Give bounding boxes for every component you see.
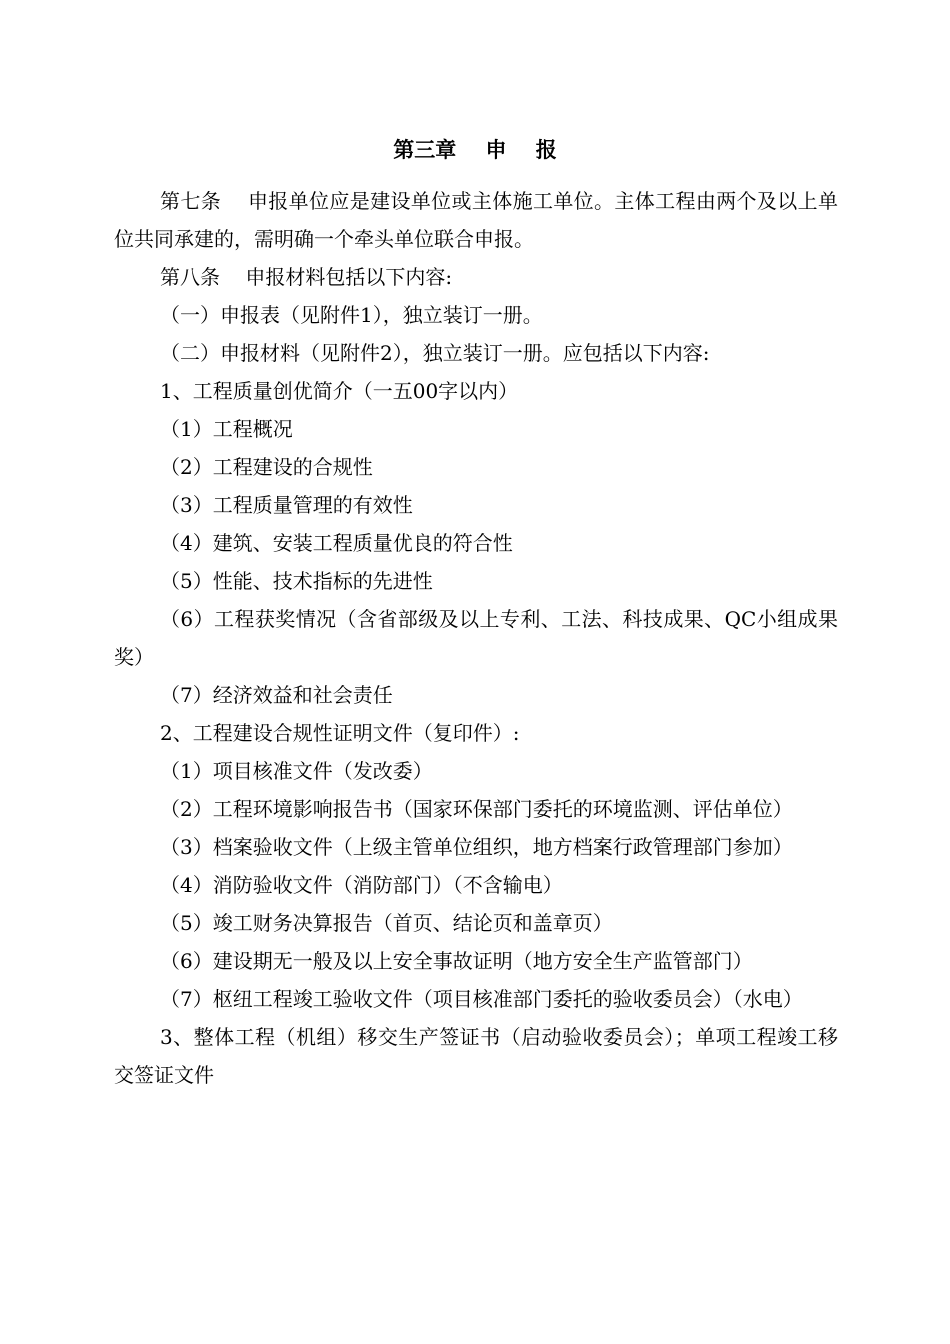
paragraph-item: （7）枢纽工程竣工验收文件（项目核准部门委托的验收委员会）（水电） — [160, 987, 803, 1011]
paragraph-article-7: 第七条 申报单位应是建设单位或主体施工单位。主体工程由两个及以上单位共同承建的，需明确一个牵头单位联合申报。 — [114, 189, 838, 251]
paragraph-item: （1）工程概况 — [160, 417, 293, 441]
paragraph-item: （1）项目核准文件（发改委） — [160, 759, 433, 783]
paragraph-item: （一）申报表（见附件1），独立装订一册。 — [160, 303, 543, 327]
paragraph-item: （4）消防验收文件（消防部门）（不含输电） — [160, 873, 563, 897]
paragraph-item: （5）竣工财务决算报告（首页、结论页和盖章页） — [160, 911, 613, 935]
paragraph-item: （2）工程环境影响报告书（国家环保部门委托的环境监测、评估单位） — [160, 797, 793, 821]
paragraph-item: （2）工程建设的合规性 — [160, 455, 373, 479]
paragraph-section-1: 1、工程质量创优简介（一五00字以内） — [160, 379, 519, 403]
paragraph-item: （5）性能、技术指标的先进性 — [160, 569, 433, 593]
document-body — [114, 182, 838, 1094]
paragraph-article-8: 第八条 申报材料包括以下内容: — [160, 265, 453, 289]
paragraph-item: （4）建筑、安装工程质量优良的符合性 — [160, 531, 513, 555]
paragraph-item: （3）档案验收文件（上级主管单位组织，地方档案行政管理部门参加） — [160, 835, 793, 859]
chapter-title: 第三章 申 报 — [393, 138, 557, 162]
paragraph-section-2: 2、工程建设合规性证明文件（复印件）: — [160, 721, 520, 745]
paragraph-item: （3）工程质量管理的有效性 — [160, 493, 413, 517]
paragraph-item: （6）工程获奖情况（含省部级及以上专利、工法、科技成果、QC小组成果奖） — [114, 607, 838, 669]
paragraph-section-3: 3、整体工程（机组）移交生产签证书（启动验收委员会）；单项工程竣工移交签证文件 — [114, 1025, 838, 1087]
paragraph-item: （二）申报材料（见附件2），独立装订一册。应包括以下内容: — [160, 341, 710, 365]
paragraph-item: （6）建设期无一般及以上安全事故证明（地方安全生产监管部门） — [160, 949, 753, 973]
paragraph-item: （7）经济效益和社会责任 — [160, 683, 393, 707]
